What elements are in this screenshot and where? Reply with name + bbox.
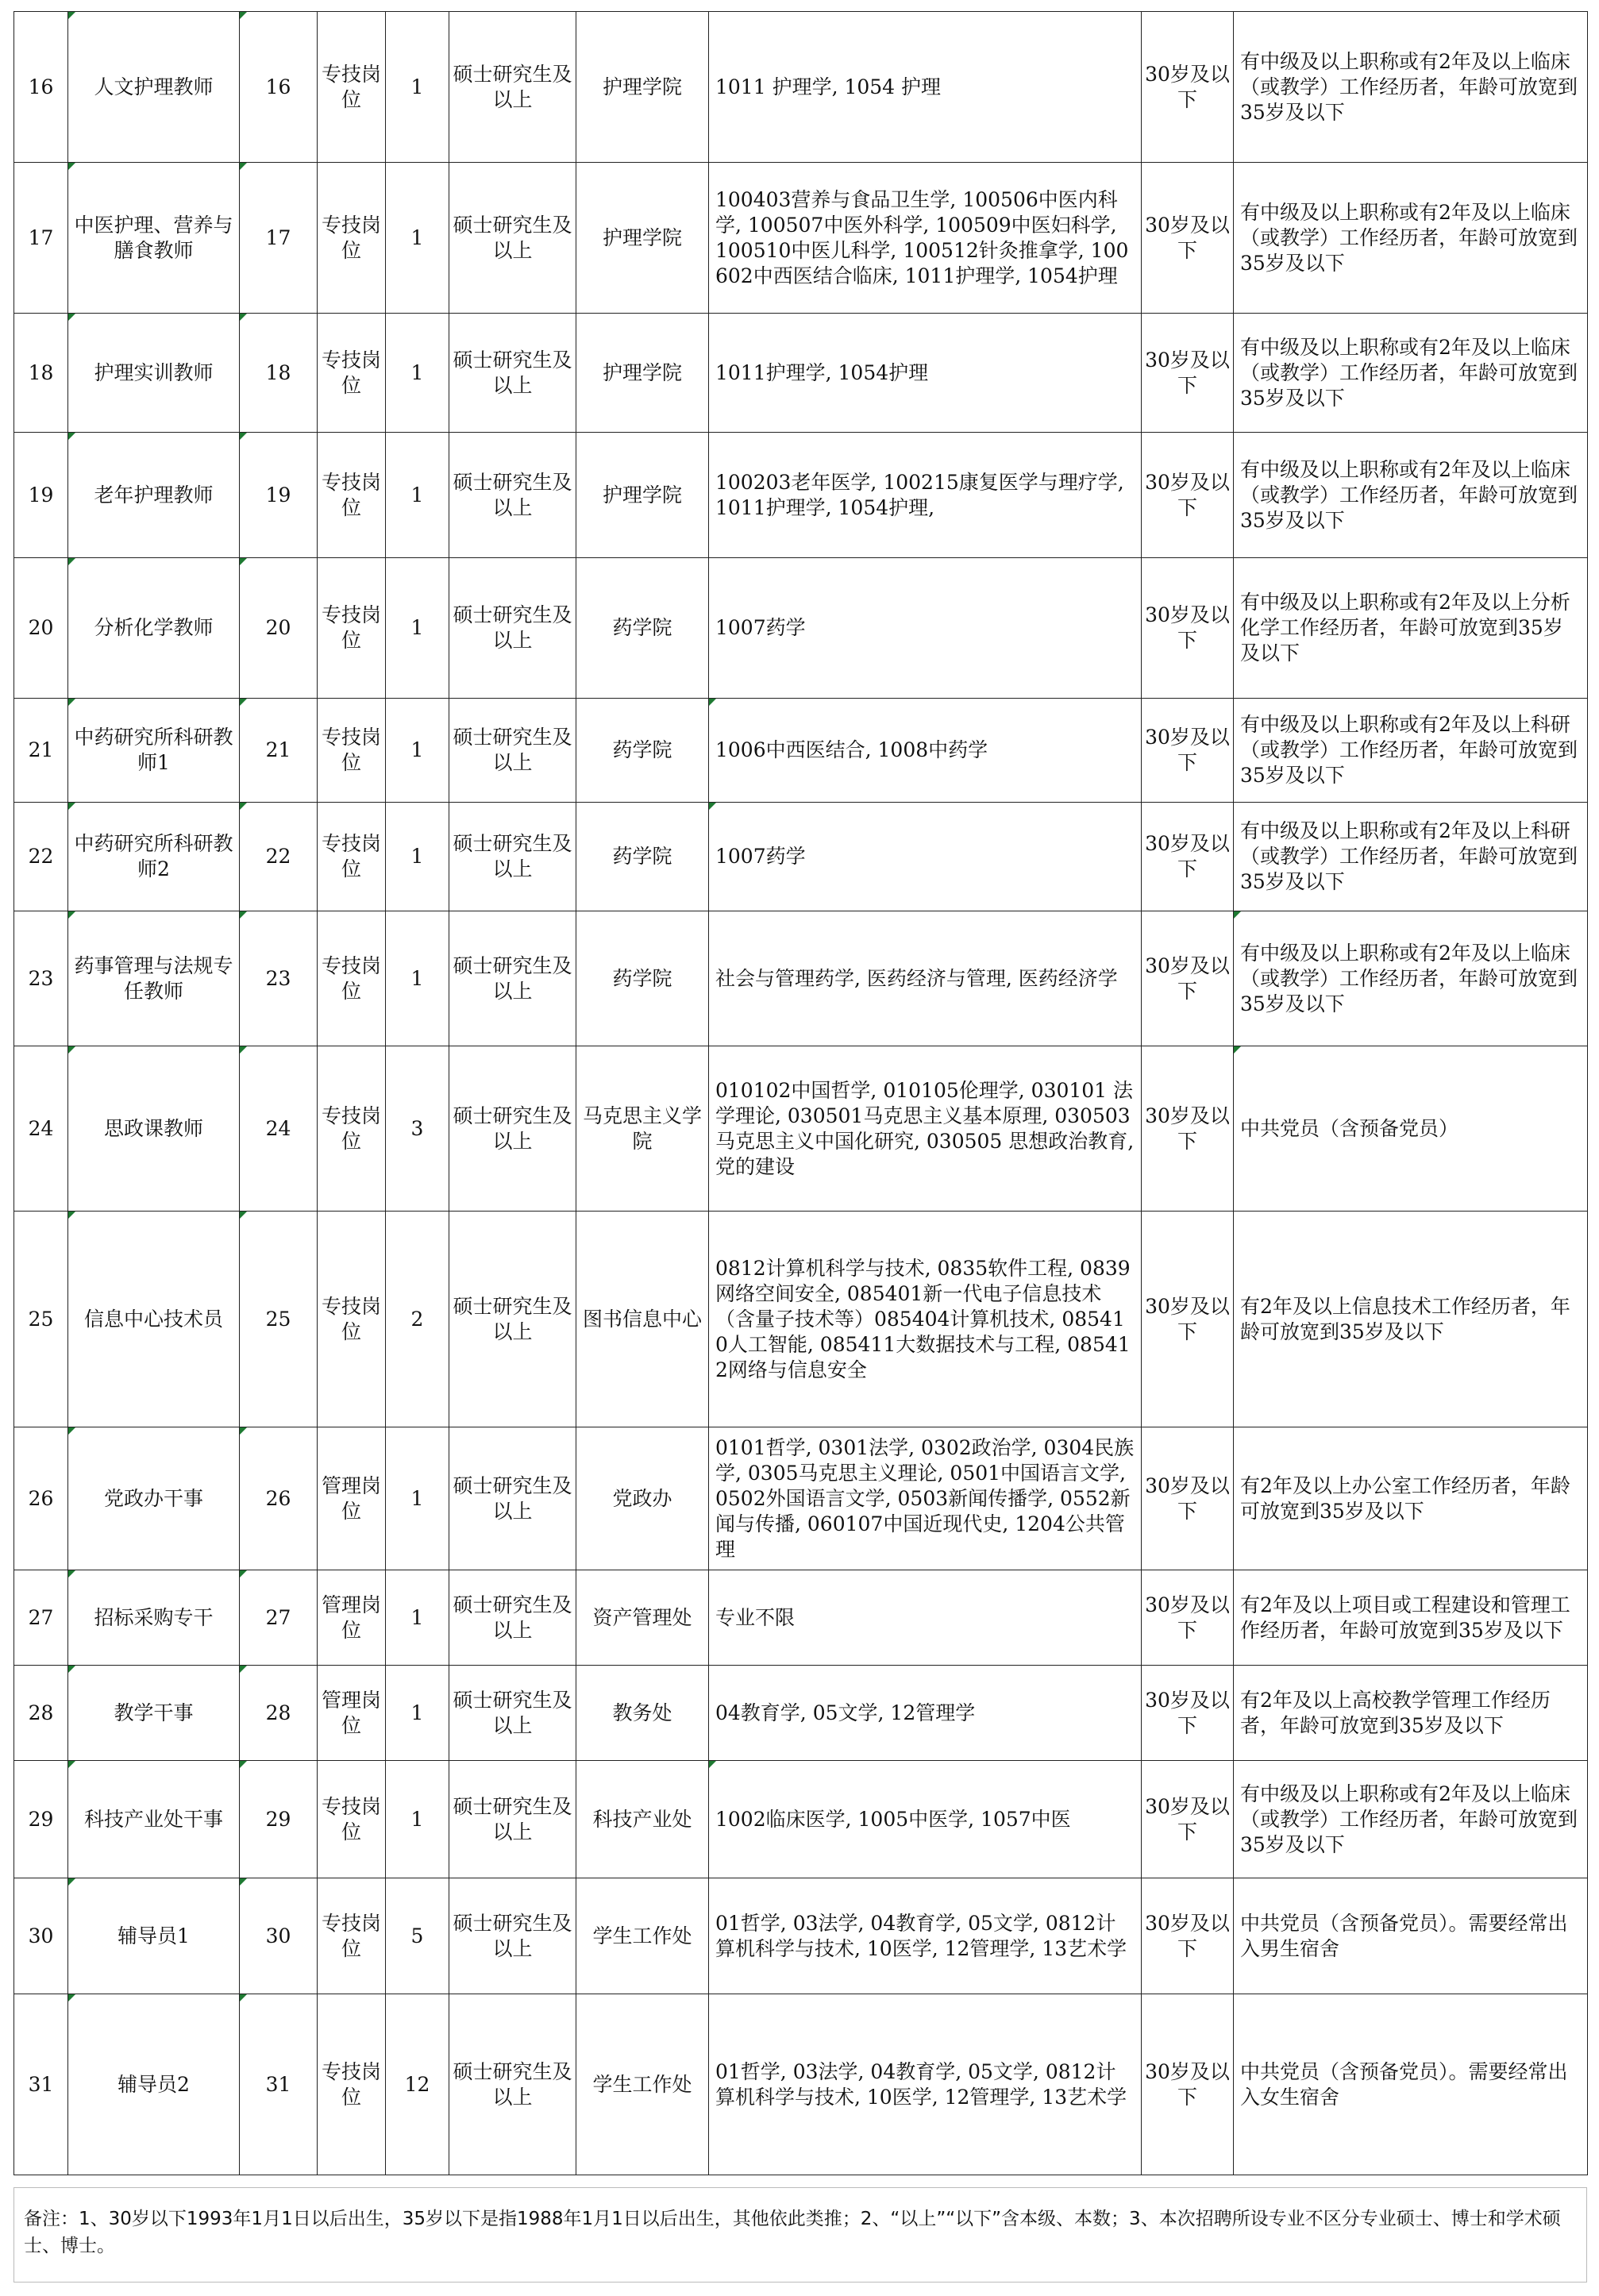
major-requirement-cell: 010102中国哲学, 010105伦理学, 030101 法学理论, 030501马克思主义基本原理, 030503 马克思主义中国化研究, 030505 思想政治教育, 党的建设 — [709, 1046, 1142, 1212]
age-requirement-cell: 30岁及以下 — [1142, 163, 1234, 314]
headcount-cell: 1 — [386, 163, 449, 314]
education-cell: 硕士研究生及以上 — [449, 1666, 576, 1761]
position-name-cell: 老年护理教师 — [68, 433, 240, 558]
headcount-cell: 3 — [386, 1046, 449, 1212]
table-row — [14, 12, 1588, 163]
position-type-cell: 专技岗位 — [318, 433, 386, 558]
table-row — [14, 1427, 1588, 1570]
table-row — [14, 699, 1588, 803]
row-number-cell: 18 — [14, 314, 68, 433]
other-requirement-cell: 有2年及以上项目或工程建设和管理工作经历者，年龄可放宽到35岁及以下 — [1234, 1570, 1588, 1666]
position-code-cell: 31 — [240, 1994, 318, 2175]
headcount-cell: 12 — [386, 1994, 449, 2175]
position-code-cell: 19 — [240, 433, 318, 558]
row-number-cell: 17 — [14, 163, 68, 314]
position-name-cell: 招标采购专干 — [68, 1570, 240, 1666]
row-number-cell: 24 — [14, 1046, 68, 1212]
age-requirement-cell: 30岁及以下 — [1142, 1570, 1234, 1666]
department-cell: 药学院 — [576, 803, 709, 911]
position-name-cell: 信息中心技术员 — [68, 1212, 240, 1427]
major-requirement-cell: 社会与管理药学, 医药经济与管理, 医药经济学 — [709, 911, 1142, 1046]
position-code-cell: 26 — [240, 1427, 318, 1570]
table-row — [14, 1570, 1588, 1666]
age-requirement-cell: 30岁及以下 — [1142, 699, 1234, 803]
position-type-cell: 专技岗位 — [318, 558, 386, 699]
headcount-cell: 1 — [386, 911, 449, 1046]
education-cell: 硕士研究生及以上 — [449, 1427, 576, 1570]
other-requirement-cell: 有2年及以上高校教学管理工作经历者，年龄可放宽到35岁及以下 — [1234, 1666, 1588, 1761]
table-row — [14, 1761, 1588, 1878]
other-requirement-cell: 有中级及以上职称或有2年及以上分析化学工作经历者，年龄可放宽到35岁及以下 — [1234, 558, 1588, 699]
table-row — [14, 1666, 1588, 1761]
table-row — [14, 433, 1588, 558]
position-code-cell: 18 — [240, 314, 318, 433]
headcount-cell: 2 — [386, 1212, 449, 1427]
position-code-cell: 30 — [240, 1878, 318, 1994]
age-requirement-cell: 30岁及以下 — [1142, 1994, 1234, 2175]
other-requirement-cell: 有2年及以上办公室工作经历者，年龄可放宽到35岁及以下 — [1234, 1427, 1588, 1570]
age-requirement-cell: 30岁及以下 — [1142, 314, 1234, 433]
headcount-cell: 1 — [386, 1666, 449, 1761]
age-requirement-cell: 30岁及以下 — [1142, 911, 1234, 1046]
row-number-cell: 16 — [14, 12, 68, 163]
position-type-cell: 管理岗位 — [318, 1427, 386, 1570]
position-name-cell: 护理实训教师 — [68, 314, 240, 433]
headcount-cell: 1 — [386, 1570, 449, 1666]
age-requirement-cell: 30岁及以下 — [1142, 803, 1234, 911]
table-body — [14, 12, 1588, 2175]
row-number-cell: 19 — [14, 433, 68, 558]
row-number-cell: 31 — [14, 1994, 68, 2175]
education-cell: 硕士研究生及以上 — [449, 699, 576, 803]
position-name-cell: 人文护理教师 — [68, 12, 240, 163]
major-requirement-cell: 01哲学, 03法学, 04教育学, 05文学, 0812计算机科学与技术, 10医学, 12管理学, 13艺术学 — [709, 1878, 1142, 1994]
headcount-cell: 1 — [386, 803, 449, 911]
headcount-cell: 1 — [386, 699, 449, 803]
table-row — [14, 558, 1588, 699]
position-name-cell: 辅导员2 — [68, 1994, 240, 2175]
education-cell: 硕士研究生及以上 — [449, 433, 576, 558]
department-cell: 科技产业处 — [576, 1761, 709, 1878]
headcount-cell: 1 — [386, 1427, 449, 1570]
table-row — [14, 314, 1588, 433]
education-cell: 硕士研究生及以上 — [449, 1994, 576, 2175]
other-requirement-cell: 中共党员（含预备党员）。需要经常出入女生宿舍 — [1234, 1994, 1588, 2175]
education-cell: 硕士研究生及以上 — [449, 12, 576, 163]
other-requirement-cell: 有2年及以上信息技术工作经历者，年龄可放宽到35岁及以下 — [1234, 1212, 1588, 1427]
education-cell: 硕士研究生及以上 — [449, 1570, 576, 1666]
position-name-cell: 教学干事 — [68, 1666, 240, 1761]
position-type-cell: 管理岗位 — [318, 1666, 386, 1761]
education-cell: 硕士研究生及以上 — [449, 558, 576, 699]
department-cell: 药学院 — [576, 558, 709, 699]
department-cell: 护理学院 — [576, 314, 709, 433]
education-cell: 硕士研究生及以上 — [449, 1878, 576, 1994]
department-cell: 药学院 — [576, 911, 709, 1046]
headcount-cell: 1 — [386, 558, 449, 699]
row-number-cell: 28 — [14, 1666, 68, 1761]
position-name-cell: 党政办干事 — [68, 1427, 240, 1570]
age-requirement-cell: 30岁及以下 — [1142, 1761, 1234, 1878]
major-requirement-cell: 1007药学 — [709, 558, 1142, 699]
table-row — [14, 803, 1588, 911]
department-cell: 学生工作处 — [576, 1994, 709, 2175]
recruitment-table — [13, 11, 1587, 2175]
position-code-cell: 20 — [240, 558, 318, 699]
other-requirement-cell: 有中级及以上职称或有2年及以上科研（或教学）工作经历者，年龄可放宽到35岁及以下 — [1234, 699, 1588, 803]
position-name-cell: 思政课教师 — [68, 1046, 240, 1212]
position-code-cell: 25 — [240, 1212, 318, 1427]
headcount-cell: 5 — [386, 1878, 449, 1994]
education-cell: 硕士研究生及以上 — [449, 1212, 576, 1427]
row-number-cell: 29 — [14, 1761, 68, 1878]
age-requirement-cell: 30岁及以下 — [1142, 1427, 1234, 1570]
department-cell: 护理学院 — [576, 433, 709, 558]
age-requirement-cell: 30岁及以下 — [1142, 558, 1234, 699]
major-requirement-cell: 1006中西医结合, 1008中药学 — [709, 699, 1142, 803]
department-cell: 资产管理处 — [576, 1570, 709, 1666]
department-cell: 党政办 — [576, 1427, 709, 1570]
row-number-cell: 23 — [14, 911, 68, 1046]
major-requirement-cell: 100203老年医学, 100215康复医学与理疗学, 1011护理学, 1054护理, — [709, 433, 1142, 558]
position-type-cell: 专技岗位 — [318, 699, 386, 803]
headcount-cell: 1 — [386, 314, 449, 433]
position-code-cell: 23 — [240, 911, 318, 1046]
table-row — [14, 163, 1588, 314]
position-type-cell: 专技岗位 — [318, 1878, 386, 1994]
department-cell: 图书信息中心 — [576, 1212, 709, 1427]
position-code-cell: 21 — [240, 699, 318, 803]
major-requirement-cell: 1011护理学, 1054护理 — [709, 314, 1142, 433]
major-requirement-cell: 1011 护理学, 1054 护理 — [709, 12, 1142, 163]
age-requirement-cell: 30岁及以下 — [1142, 1878, 1234, 1994]
position-name-cell: 中药研究所科研教师1 — [68, 699, 240, 803]
age-requirement-cell: 30岁及以下 — [1142, 12, 1234, 163]
headcount-cell: 1 — [386, 12, 449, 163]
department-cell: 教务处 — [576, 1666, 709, 1761]
row-number-cell: 26 — [14, 1427, 68, 1570]
position-type-cell: 专技岗位 — [318, 1046, 386, 1212]
position-type-cell: 专技岗位 — [318, 1212, 386, 1427]
position-type-cell: 管理岗位 — [318, 1570, 386, 1666]
headcount-cell: 1 — [386, 1761, 449, 1878]
position-name-cell: 科技产业处干事 — [68, 1761, 240, 1878]
row-number-cell: 20 — [14, 558, 68, 699]
footnote: 备注：1、30岁以下1993年1月1日以后出生，35岁以下是指1988年1月1日以后出生，其他依此类推；2、“以上”“以下”含本级、本数；3、本次招聘所设专业不区分专业硕士、博士和学术硕士、博士。 — [13, 2187, 1587, 2283]
age-requirement-cell: 30岁及以下 — [1142, 1666, 1234, 1761]
headcount-cell: 1 — [386, 433, 449, 558]
position-code-cell: 28 — [240, 1666, 318, 1761]
position-name-cell: 分析化学教师 — [68, 558, 240, 699]
position-type-cell: 专技岗位 — [318, 1994, 386, 2175]
age-requirement-cell: 30岁及以下 — [1142, 1212, 1234, 1427]
education-cell: 硕士研究生及以上 — [449, 1046, 576, 1212]
row-number-cell: 27 — [14, 1570, 68, 1666]
major-requirement-cell: 01哲学, 03法学, 04教育学, 05文学, 0812计算机科学与技术, 10医学, 12管理学, 13艺术学 — [709, 1994, 1142, 2175]
row-number-cell: 30 — [14, 1878, 68, 1994]
department-cell: 学生工作处 — [576, 1878, 709, 1994]
position-code-cell: 16 — [240, 12, 318, 163]
position-code-cell: 22 — [240, 803, 318, 911]
education-cell: 硕士研究生及以上 — [449, 1761, 576, 1878]
table-row — [14, 1046, 1588, 1212]
education-cell: 硕士研究生及以上 — [449, 911, 576, 1046]
row-number-cell: 22 — [14, 803, 68, 911]
position-name-cell: 辅导员1 — [68, 1878, 240, 1994]
position-type-cell: 专技岗位 — [318, 1761, 386, 1878]
position-code-cell: 29 — [240, 1761, 318, 1878]
position-name-cell: 药事管理与法规专任教师 — [68, 911, 240, 1046]
other-requirement-cell: 有中级及以上职称或有2年及以上临床（或教学）工作经历者，年龄可放宽到35岁及以下 — [1234, 911, 1588, 1046]
table-row — [14, 1994, 1588, 2175]
other-requirement-cell: 中共党员（含预备党员） — [1234, 1046, 1588, 1212]
age-requirement-cell: 30岁及以下 — [1142, 433, 1234, 558]
table-row — [14, 1212, 1588, 1427]
other-requirement-cell: 有中级及以上职称或有2年及以上临床（或教学）工作经历者，年龄可放宽到35岁及以下 — [1234, 12, 1588, 163]
position-code-cell: 17 — [240, 163, 318, 314]
position-name-cell: 中药研究所科研教师2 — [68, 803, 240, 911]
major-requirement-cell: 0812计算机科学与技术, 0835软件工程, 0839网络空间安全, 085401新一代电子信息技术（含量子技术等）085404计算机技术, 085410人工智能, 085411大数据技术与工程, 085412网络与信息安全 — [709, 1212, 1142, 1427]
position-type-cell: 专技岗位 — [318, 911, 386, 1046]
position-type-cell: 专技岗位 — [318, 163, 386, 314]
major-requirement-cell: 100403营养与食品卫生学, 100506中医内科学, 100507中医外科学, 100509中医妇科学, 100510中医儿科学, 100512针灸推拿学, 100602中西医结合临床, 1011护理学, 1054护理 — [709, 163, 1142, 314]
department-cell: 药学院 — [576, 699, 709, 803]
position-type-cell: 专技岗位 — [318, 314, 386, 433]
position-name-cell: 中医护理、营养与膳食教师 — [68, 163, 240, 314]
other-requirement-cell: 有中级及以上职称或有2年及以上科研（或教学）工作经历者，年龄可放宽到35岁及以下 — [1234, 803, 1588, 911]
position-code-cell: 27 — [240, 1570, 318, 1666]
row-number-cell: 21 — [14, 699, 68, 803]
education-cell: 硕士研究生及以上 — [449, 803, 576, 911]
position-type-cell: 专技岗位 — [318, 12, 386, 163]
position-code-cell: 24 — [240, 1046, 318, 1212]
education-cell: 硕士研究生及以上 — [449, 314, 576, 433]
other-requirement-cell: 中共党员（含预备党员）。需要经常出入男生宿舍 — [1234, 1878, 1588, 1994]
row-number-cell: 25 — [14, 1212, 68, 1427]
department-cell: 护理学院 — [576, 12, 709, 163]
department-cell: 马克思主义学院 — [576, 1046, 709, 1212]
position-type-cell: 专技岗位 — [318, 803, 386, 911]
other-requirement-cell: 有中级及以上职称或有2年及以上临床（或教学）工作经历者，年龄可放宽到35岁及以下 — [1234, 1761, 1588, 1878]
table-row — [14, 1878, 1588, 1994]
education-cell: 硕士研究生及以上 — [449, 163, 576, 314]
major-requirement-cell: 专业不限 — [709, 1570, 1142, 1666]
major-requirement-cell: 04教育学, 05文学, 12管理学 — [709, 1666, 1142, 1761]
department-cell: 护理学院 — [576, 163, 709, 314]
table-row — [14, 911, 1588, 1046]
other-requirement-cell: 有中级及以上职称或有2年及以上临床（或教学）工作经历者，年龄可放宽到35岁及以下 — [1234, 314, 1588, 433]
age-requirement-cell: 30岁及以下 — [1142, 1046, 1234, 1212]
major-requirement-cell: 0101哲学, 0301法学, 0302政治学, 0304民族学, 0305马克思主义理论, 0501中国语言文学, 0502外国语言文学, 0503新闻传播学, 0552新闻与传播, 060107中国近现代史, 1204公共管理 — [709, 1427, 1142, 1570]
major-requirement-cell: 1007药学 — [709, 803, 1142, 911]
other-requirement-cell: 有中级及以上职称或有2年及以上临床（或教学）工作经历者，年龄可放宽到35岁及以下 — [1234, 433, 1588, 558]
other-requirement-cell: 有中级及以上职称或有2年及以上临床（或教学）工作经历者，年龄可放宽到35岁及以下 — [1234, 163, 1588, 314]
major-requirement-cell: 1002临床医学, 1005中医学, 1057中医 — [709, 1761, 1142, 1878]
